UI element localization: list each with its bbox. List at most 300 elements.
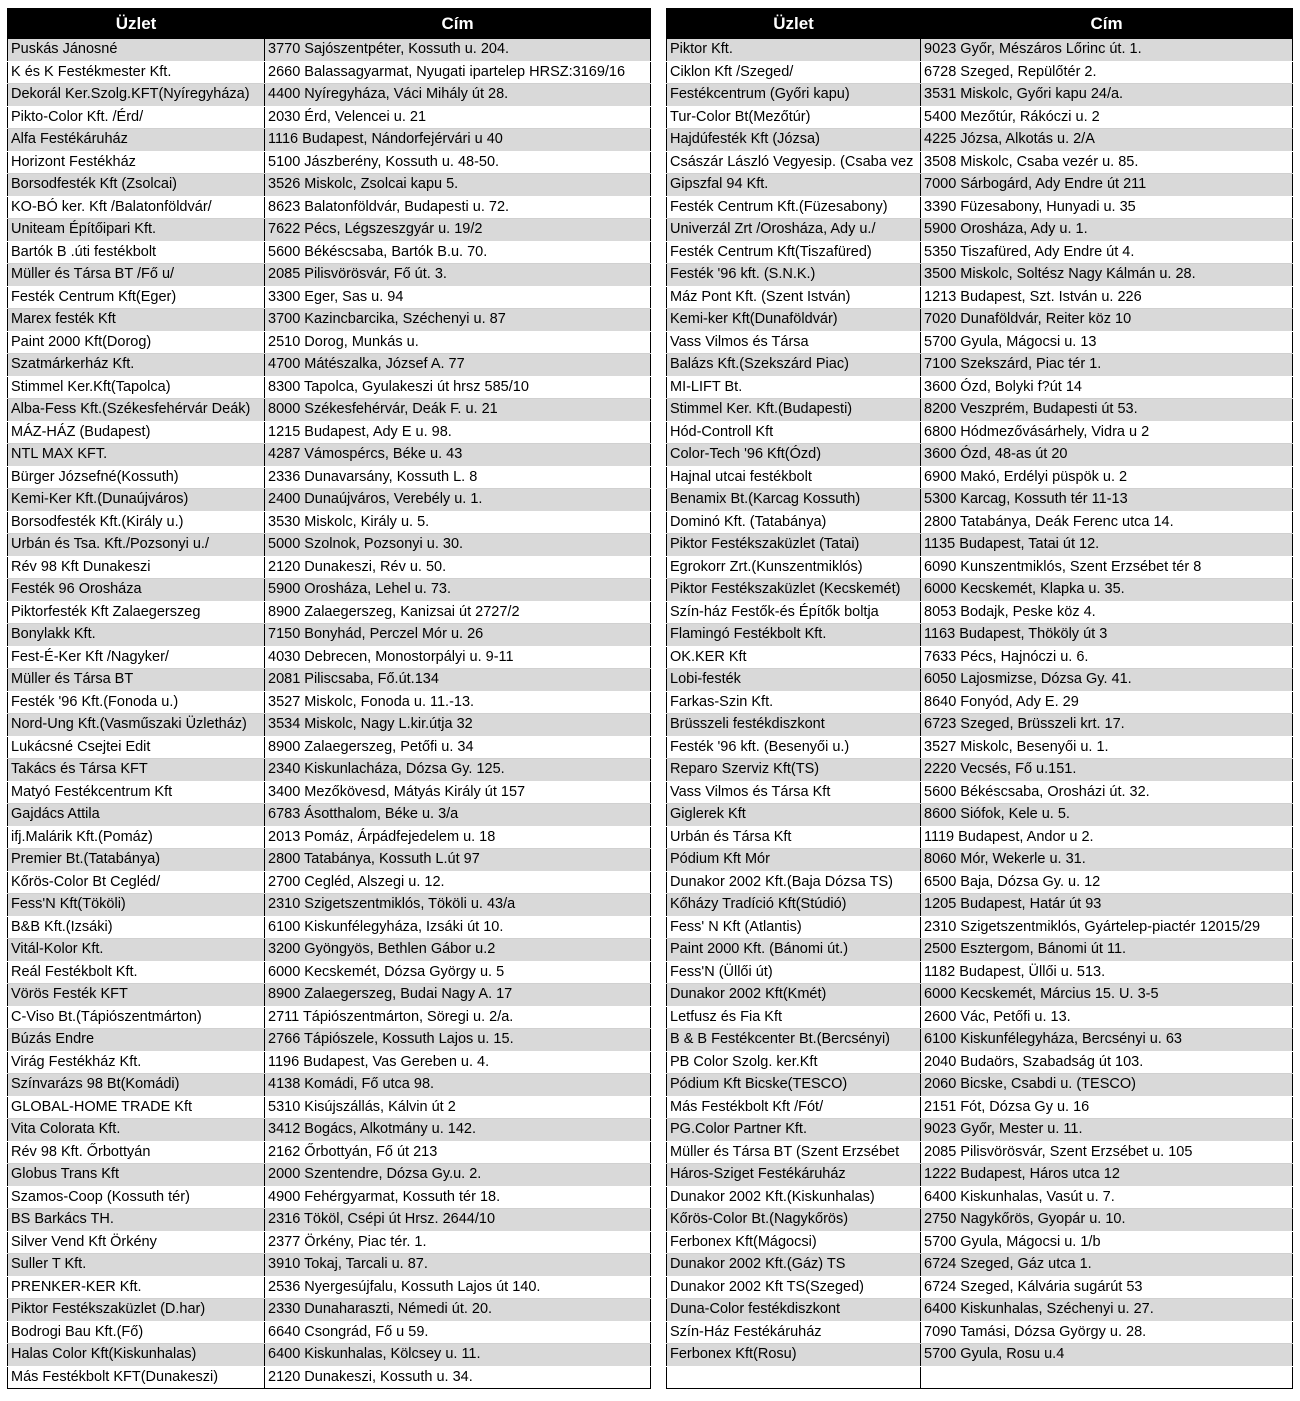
address-cell: 6724 Szeged, Kálvária sugárút 53 (921, 1276, 1293, 1299)
table-row (8, 489, 651, 512)
shop-name-cell: Müller és Társa BT /Fő u/ (8, 264, 265, 287)
address-cell: 2660 Balassagyarmat, Nyugati ipartelep HRSZ:3169/16 (265, 61, 651, 84)
address-cell: 2400 Dunaújváros, Verebély u. 1. (265, 489, 651, 512)
shop-name-cell: Vitál-Kolor Kft. (8, 939, 265, 962)
table-row (8, 129, 651, 152)
shop-name-cell: Fest-É-Ker Kft /Nagyker/ (8, 646, 265, 669)
address-cell: 2711 Tápiószentmárton, Söregi u. 2/a. (265, 1006, 651, 1029)
address-cell: 9023 Győr, Mester u. 11. (921, 1119, 1293, 1142)
shop-name-cell: Univerzál Zrt /Orosháza, Ady u./ (667, 219, 921, 242)
shop-name-cell: Fess' N Kft (Atlantis) (667, 916, 921, 939)
shop-name-cell: Bürger Józsefné(Kossuth) (8, 466, 265, 489)
shop-name-cell: Vita Colorata Kft. (8, 1119, 265, 1142)
table-row (667, 871, 1293, 894)
table-row (8, 466, 651, 489)
table-row (667, 39, 1293, 62)
address-cell: 4700 Mátészalka, József A. 77 (265, 354, 651, 377)
left-header-shop: Üzlet (8, 9, 265, 39)
shop-name-cell: Piktorfesték Kft Zalaegerszeg (8, 601, 265, 624)
address-cell: 6000 Kecskemét, Klapka u. 35. (921, 579, 1293, 602)
table-row (8, 1096, 651, 1119)
shop-name-cell: Uniteam Építőipari Kft. (8, 219, 265, 242)
address-cell: 2340 Kiskunlacháza, Dózsa Gy. 125. (265, 759, 651, 782)
shop-name-cell: Szamos-Coop (Kossuth tér) (8, 1186, 265, 1209)
right-store-table (666, 8, 1293, 1389)
address-cell: 1182 Budapest, Üllői u. 513. (921, 961, 1293, 984)
shop-name-cell: Színvarázs 98 Bt(Komádi) (8, 1074, 265, 1097)
shop-name-cell: Szatmárkerház Kft. (8, 354, 265, 377)
address-cell: 2151 Fót, Dózsa Gy u. 16 (921, 1096, 1293, 1119)
table-row (8, 534, 651, 557)
shop-name-cell: Piktor Festékszaküzlet (Tatai) (667, 534, 921, 557)
address-cell: 1163 Budapest, Thököly út 3 (921, 624, 1293, 647)
shop-name-cell: Ciklon Kft /Szeged/ (667, 61, 921, 84)
address-cell: 2800 Tatabánya, Kossuth L.út 97 (265, 849, 651, 872)
address-cell: 3531 Miskolc, Győri kapu 24/a. (921, 84, 1293, 107)
shop-name-cell: Stimmel Ker. Kft.(Budapesti) (667, 399, 921, 422)
shop-name-cell: Balázs Kft.(Szekszárd Piac) (667, 354, 921, 377)
shop-name-cell: Dunakor 2002 Kft(Kmét) (667, 984, 921, 1007)
address-cell: 1196 Budapest, Vas Gereben u. 4. (265, 1051, 651, 1074)
shop-name-cell: Kemi-Ker Kft.(Dunaújváros) (8, 489, 265, 512)
table-row (8, 736, 651, 759)
address-cell: 2500 Esztergom, Bánomi út 11. (921, 939, 1293, 962)
table-row (8, 1254, 651, 1277)
address-cell: 7100 Szekszárd, Piac tér 1. (921, 354, 1293, 377)
shop-name-cell: BS Barkács TH. (8, 1209, 265, 1232)
shop-name-cell: Horizont Festékház (8, 151, 265, 174)
address-cell: 6100 Kiskunfélegyháza, Bercsényi u. 63 (921, 1029, 1293, 1052)
table-row (8, 174, 651, 197)
table-row (8, 264, 651, 287)
shop-name-cell: Kemi-ker Kft(Dunaföldvár) (667, 309, 921, 332)
shop-name-cell: Alfa Festékáruház (8, 129, 265, 152)
shop-name-cell: Dunakor 2002 Kft.(Kiskunhalas) (667, 1186, 921, 1209)
table-row (8, 894, 651, 917)
shop-name-cell: PRENKER-KER Kft. (8, 1276, 265, 1299)
shop-name-cell: OK.KER Kft (667, 646, 921, 669)
shop-name-cell: Virág Festékház Kft. (8, 1051, 265, 1074)
right-table-body (667, 39, 1293, 1389)
table-row (8, 61, 651, 84)
shop-name-cell: Más Festékbolt KFT(Dunakeszi) (8, 1366, 265, 1389)
address-cell: 5700 Gyula, Mágocsi u. 13 (921, 331, 1293, 354)
shop-name-cell: GLOBAL-HOME TRADE Kft (8, 1096, 265, 1119)
table-row (8, 804, 651, 827)
shop-name-cell: Ferbonex Kft(Mágocsi) (667, 1231, 921, 1254)
address-cell: 7633 Pécs, Hajnóczi u. 6. (921, 646, 1293, 669)
table-row (8, 826, 651, 849)
shop-name-cell: PB Color Szolg. ker.Kft (667, 1051, 921, 1074)
shop-name-cell: MI-LIFT Bt. (667, 376, 921, 399)
table-row (667, 241, 1293, 264)
address-cell: 5100 Jászberény, Kossuth u. 48-50. (265, 151, 651, 174)
table-row (8, 669, 651, 692)
shop-name-cell: Festék Centrum Kft(Eger) (8, 286, 265, 309)
shop-name-cell: Pódium Kft Mór (667, 849, 921, 872)
table-row (667, 1029, 1293, 1052)
address-cell: 3600 Ózd, 48-as út 20 (921, 444, 1293, 467)
shop-name-cell: Stimmel Ker.Kft(Tapolca) (8, 376, 265, 399)
address-cell: 3526 Miskolc, Zsolcai kapu 5. (265, 174, 651, 197)
table-row (667, 309, 1293, 332)
shop-name-cell: Dunakor 2002 Kft.(Baja Dózsa TS) (667, 871, 921, 894)
table-row (667, 1141, 1293, 1164)
right-header-shop: Üzlet (667, 9, 921, 39)
address-cell: 2316 Tököl, Csépi út Hrsz. 2644/10 (265, 1209, 651, 1232)
table-row (667, 579, 1293, 602)
shop-name-cell: K és K Festékmester Kft. (8, 61, 265, 84)
table-row (8, 759, 651, 782)
address-cell: 6400 Kiskunhalas, Széchenyi u. 27. (921, 1299, 1293, 1322)
left-table (7, 8, 651, 1389)
address-cell: 5900 Orosháza, Lehel u. 73. (265, 579, 651, 602)
table-row (667, 466, 1293, 489)
shop-name-cell: Dominó Kft. (Tatabánya) (667, 511, 921, 534)
address-cell: 3600 Ózd, Bolyki f?út 14 (921, 376, 1293, 399)
shop-name-cell: Bonylakk Kft. (8, 624, 265, 647)
address-cell: 2000 Szentendre, Dózsa Gy.u. 2. (265, 1164, 651, 1187)
address-cell: 2766 Tápiószele, Kossuth Lajos u. 15. (265, 1029, 651, 1052)
address-cell: 8300 Tapolca, Gyulakeszi út hrsz 585/10 (265, 376, 651, 399)
shop-name-cell: Szín-Ház Festékáruház (667, 1321, 921, 1344)
table-row (667, 624, 1293, 647)
shop-name-cell: NTL MAX KFT. (8, 444, 265, 467)
shop-name-cell: Suller T Kft. (8, 1254, 265, 1277)
address-cell: 5900 Orosháza, Ady u. 1. (921, 219, 1293, 242)
shop-name-cell: MÁZ-HÁZ (Budapest) (8, 421, 265, 444)
address-cell: 2085 Pilisvörösvár, Szent Erzsébet u. 105 (921, 1141, 1293, 1164)
shop-name-cell: Dunakor 2002 Kft TS(Szeged) (667, 1276, 921, 1299)
table-row (667, 534, 1293, 557)
table-row (667, 691, 1293, 714)
table-row (8, 849, 651, 872)
table-row (667, 759, 1293, 782)
table-row (667, 736, 1293, 759)
address-cell: 2060 Bicske, Csabdi u. (TESCO) (921, 1074, 1293, 1097)
table-row (667, 106, 1293, 129)
shop-name-cell: Benamix Bt.(Karcag Kossuth) (667, 489, 921, 512)
address-cell: 3534 Miskolc, Nagy L.kir.útja 32 (265, 714, 651, 737)
address-cell: 3530 Miskolc, Király u. 5. (265, 511, 651, 534)
shop-name-cell: Farkas-Szin Kft. (667, 691, 921, 714)
address-cell: 6100 Kiskunfélegyháza, Izsáki út 10. (265, 916, 651, 939)
right-table (666, 8, 1293, 1389)
address-cell: 4225 Józsa, Alkotás u. 2/A (921, 129, 1293, 152)
table-row (667, 264, 1293, 287)
address-cell: 2013 Pomáz, Árpádfejedelem u. 18 (265, 826, 651, 849)
shop-name-cell: Dekorál Ker.Szolg.KFT(Nyíregyháza) (8, 84, 265, 107)
table-row (8, 601, 651, 624)
table-row (667, 174, 1293, 197)
address-cell: 2800 Tatabánya, Deák Ferenc utca 14. (921, 511, 1293, 534)
address-cell: 1135 Budapest, Tatai út 12. (921, 534, 1293, 557)
shop-name-cell: Müller és Társa BT (Szent Erzsébet (667, 1141, 921, 1164)
table-row (667, 489, 1293, 512)
shop-name-cell: Vörös Festék KFT (8, 984, 265, 1007)
table-row (667, 984, 1293, 1007)
address-cell: 8060 Mór, Wekerle u. 31. (921, 849, 1293, 872)
shop-name-cell: Müller és Társa BT (8, 669, 265, 692)
address-cell: 6900 Makó, Erdélyi püspök u. 2 (921, 466, 1293, 489)
table-row (667, 1366, 1293, 1389)
address-cell: 6500 Baja, Dózsa Gy. u. 12 (921, 871, 1293, 894)
shop-name-cell: Paint 2000 Kft(Dorog) (8, 331, 265, 354)
table-row (8, 399, 651, 422)
table-row (8, 151, 651, 174)
table-row (667, 894, 1293, 917)
shop-name-cell: Letfusz és Fia Kft (667, 1006, 921, 1029)
table-row (667, 196, 1293, 219)
shop-name-cell (667, 1366, 921, 1389)
address-cell: 1215 Budapest, Ady E u. 98. (265, 421, 651, 444)
table-row (8, 1276, 651, 1299)
address-cell: 1116 Budapest, Nándorfejérvári u 40 (265, 129, 651, 152)
address-cell: 6640 Csongrád, Fő u 59. (265, 1321, 651, 1344)
address-cell: 2750 Nagykőrös, Gyopár u. 10. (921, 1209, 1293, 1232)
shop-name-cell: Festék '96 kft. (Besenyői u.) (667, 736, 921, 759)
shop-name-cell: Silver Vend Kft Örkény (8, 1231, 265, 1254)
shop-name-cell: ifj.Malárik Kft.(Pomáz) (8, 826, 265, 849)
table-row (8, 781, 651, 804)
address-cell: 3910 Tokaj, Tarcali u. 87. (265, 1254, 651, 1277)
shop-name-cell: Hajnal utcai festékbolt (667, 466, 921, 489)
shop-name-cell: Marex festék Kft (8, 309, 265, 332)
address-cell: 5350 Tiszafüred, Ady Endre út 4. (921, 241, 1293, 264)
table-row (8, 1164, 651, 1187)
shop-name-cell: Bodrogi Bau Kft.(Fő) (8, 1321, 265, 1344)
shop-name-cell: Reál Festékbolt Kft. (8, 961, 265, 984)
shop-name-cell: Háros-Sziget Festékáruház (667, 1164, 921, 1187)
shop-name-cell: Alba-Fess Kft.(Székesfehérvár Deák) (8, 399, 265, 422)
address-cell: 6723 Szeged, Brüsszeli krt. 17. (921, 714, 1293, 737)
table-row (8, 961, 651, 984)
table-row (8, 1186, 651, 1209)
address-cell: 9023 Győr, Mészáros Lőrinc út. 1. (921, 39, 1293, 62)
address-cell: 2336 Dunavarsány, Kossuth L. 8 (265, 466, 651, 489)
table-row (667, 1096, 1293, 1119)
table-row (8, 1231, 651, 1254)
shop-name-cell: Borsodfesték Kft (Zsolcai) (8, 174, 265, 197)
shop-name-cell: Color-Tech '96 Kft(Ózd) (667, 444, 921, 467)
table-row (667, 1231, 1293, 1254)
shop-name-cell: Piktor Festékszaküzlet (D.har) (8, 1299, 265, 1322)
table-row (8, 106, 651, 129)
address-cell: 7150 Bonyhád, Perczel Mór u. 26 (265, 624, 651, 647)
shop-name-cell: Ferbonex Kft(Rosu) (667, 1344, 921, 1367)
table-row (667, 961, 1293, 984)
table-row (8, 939, 651, 962)
shop-name-cell: Kőházy Tradíció Kft(Stúdió) (667, 894, 921, 917)
address-cell: 3527 Miskolc, Fonoda u. 11.-13. (265, 691, 651, 714)
address-cell: 4138 Komádi, Fő utca 98. (265, 1074, 651, 1097)
table-row (667, 939, 1293, 962)
table-row (667, 1344, 1293, 1367)
address-cell: 2310 Szigetszentmiklós, Tököli u. 43/a (265, 894, 651, 917)
table-row (8, 871, 651, 894)
table-row (667, 1186, 1293, 1209)
address-cell: 3700 Kazincbarcika, Széchenyi u. 87 (265, 309, 651, 332)
shop-name-cell: Lukácsné Csejtei Edit (8, 736, 265, 759)
shop-name-cell: KO-BÓ ker. Kft /Balatonföldvár/ (8, 196, 265, 219)
table-row (667, 399, 1293, 422)
shop-name-cell: Hód-Controll Kft (667, 421, 921, 444)
address-cell: 2120 Dunakeszi, Kossuth u. 34. (265, 1366, 651, 1389)
address-cell: 5700 Gyula, Mágocsi u. 1/b (921, 1231, 1293, 1254)
shop-name-cell: Matyó Festékcentrum Kft (8, 781, 265, 804)
table-row (8, 579, 651, 602)
address-cell: 4400 Nyíregyháza, Váci Mihály út 28. (265, 84, 651, 107)
address-cell: 4030 Debrecen, Monostorpályi u. 9-11 (265, 646, 651, 669)
shop-name-cell: PG.Color Partner Kft. (667, 1119, 921, 1142)
table-row (667, 84, 1293, 107)
shop-name-cell: C-Viso Bt.(Tápiószentmárton) (8, 1006, 265, 1029)
shop-name-cell: Brüsszeli festékdiszkont (667, 714, 921, 737)
table-row (667, 1276, 1293, 1299)
shop-name-cell: Búzás Endre (8, 1029, 265, 1052)
table-row (8, 444, 651, 467)
table-row (8, 241, 651, 264)
table-row (667, 219, 1293, 242)
address-cell: 3500 Miskolc, Soltész Nagy Kálmán u. 28. (921, 264, 1293, 287)
shop-name-cell: Hajdúfesték Kft (Józsa) (667, 129, 921, 152)
address-cell: 8640 Fonyód, Ady E. 29 (921, 691, 1293, 714)
table-row (8, 1141, 651, 1164)
table-row (667, 1254, 1293, 1277)
shop-name-cell: B&B Kft.(Izsáki) (8, 916, 265, 939)
table-row (667, 61, 1293, 84)
address-cell (921, 1366, 1293, 1389)
table-row (8, 421, 651, 444)
table-row (667, 804, 1293, 827)
address-cell: 6724 Szeged, Gáz utca 1. (921, 1254, 1293, 1277)
table-row (8, 556, 651, 579)
shop-name-cell: Vass Vilmos és Társa Kft (667, 781, 921, 804)
table-row (8, 1029, 651, 1052)
address-cell: 2310 Szigetszentmiklós, Gyártelep-piactér 12015/29 (921, 916, 1293, 939)
table-row (8, 354, 651, 377)
shop-name-cell: Premier Bt.(Tatabánya) (8, 849, 265, 872)
table-row (667, 1299, 1293, 1322)
table-row (667, 714, 1293, 737)
shop-name-cell: Nord-Ung Kft.(Vasműszaki Üzletház) (8, 714, 265, 737)
address-cell: 1213 Budapest, Szt. István u. 226 (921, 286, 1293, 309)
address-cell: 1222 Budapest, Háros utca 12 (921, 1164, 1293, 1187)
shop-name-cell: Bartók B .úti festékbolt (8, 241, 265, 264)
address-cell: 2081 Piliscsaba, Fő.út.134 (265, 669, 651, 692)
address-cell: 3390 Füzesabony, Hunyadi u. 35 (921, 196, 1293, 219)
address-cell: 5310 Kisújszállás, Kálvin út 2 (265, 1096, 651, 1119)
shop-name-cell: Festék '96 kft. (S.N.K.) (667, 264, 921, 287)
table-row (8, 714, 651, 737)
table-row (667, 1164, 1293, 1187)
address-cell: 7090 Tamási, Dózsa György u. 28. (921, 1321, 1293, 1344)
table-row (8, 331, 651, 354)
address-cell: 3400 Mezőkövesd, Mátyás Király út 157 (265, 781, 651, 804)
shop-name-cell: Duna-Color festékdiszkont (667, 1299, 921, 1322)
address-cell: 6800 Hódmezővásárhely, Vidra u 2 (921, 421, 1293, 444)
left-header-address: Cím (265, 9, 651, 39)
table-row (667, 646, 1293, 669)
shop-name-cell: Rév 98 Kft. Őrbottyán (8, 1141, 265, 1164)
address-cell: 3412 Bogács, Alkotmány u. 142. (265, 1119, 651, 1142)
address-cell: 5700 Gyula, Rosu u.4 (921, 1344, 1293, 1367)
right-header-row (667, 9, 1293, 39)
address-cell: 2536 Nyergesújfalu, Kossuth Lajos út 140. (265, 1276, 651, 1299)
shop-name-cell: Lobi-festék (667, 669, 921, 692)
table-row (667, 849, 1293, 872)
shop-name-cell: Puskás Jánosné (8, 39, 265, 62)
table-row (667, 1209, 1293, 1232)
address-cell: 2162 Őrbottyán, Fő út 213 (265, 1141, 651, 1164)
address-cell: 6783 Ásotthalom, Béke u. 3/a (265, 804, 651, 827)
address-cell: 6400 Kiskunhalas, Vasút u. 7. (921, 1186, 1293, 1209)
shop-name-cell: Piktor Festékszaküzlet (Kecskemét) (667, 579, 921, 602)
shop-name-cell: Festék '96 Kft.(Fonoda u.) (8, 691, 265, 714)
address-cell: 2030 Érd, Velencei u. 21 (265, 106, 651, 129)
shop-name-cell: Festék 96 Orosháza (8, 579, 265, 602)
address-cell: 2377 Örkény, Piac tér. 1. (265, 1231, 651, 1254)
table-row (667, 781, 1293, 804)
shop-name-cell: Paint 2000 Kft. (Bánomi út.) (667, 939, 921, 962)
shop-name-cell: Flamingó Festékbolt Kft. (667, 624, 921, 647)
table-row (667, 826, 1293, 849)
left-header-row (8, 9, 651, 39)
address-cell: 2510 Dorog, Munkás u. (265, 331, 651, 354)
shop-name-cell: Tur-Color Bt(Mezőtúr) (667, 106, 921, 129)
shop-name-cell: Kőrös-Color Bt Cegléd/ (8, 871, 265, 894)
table-row (667, 1321, 1293, 1344)
address-cell: 2120 Dunakeszi, Rév u. 50. (265, 556, 651, 579)
shop-name-cell: Gipszfal 94 Kft. (667, 174, 921, 197)
shop-name-cell: Kőrös-Color Bt.(Nagykőrös) (667, 1209, 921, 1232)
shop-name-cell: Halas Color Kft(Kiskunhalas) (8, 1344, 265, 1367)
table-row (667, 556, 1293, 579)
shop-name-cell: Pódium Kft Bicske(TESCO) (667, 1074, 921, 1097)
table-row (8, 1119, 651, 1142)
address-cell: 8200 Veszprém, Budapesti út 53. (921, 399, 1293, 422)
address-cell: 1119 Budapest, Andor u 2. (921, 826, 1293, 849)
address-cell: 6050 Lajosmizse, Dózsa Gy. 41. (921, 669, 1293, 692)
shop-name-cell: Festék Centrum Kft.(Füzesabony) (667, 196, 921, 219)
shop-name-cell: Pikto-Color Kft. /Érd/ (8, 106, 265, 129)
address-cell: 3527 Miskolc, Besenyői u. 1. (921, 736, 1293, 759)
table-row (667, 601, 1293, 624)
shop-name-cell: Reparo Szerviz Kft(TS) (667, 759, 921, 782)
address-cell: 8000 Székesfehérvár, Deák F. u. 21 (265, 399, 651, 422)
shop-name-cell: Fess'N Kft(Tököli) (8, 894, 265, 917)
table-row (8, 1074, 651, 1097)
address-cell: 7000 Sárbogárd, Ady Endre út 211 (921, 174, 1293, 197)
address-cell: 2330 Dunaharaszti, Némedi út. 20. (265, 1299, 651, 1322)
table-row (8, 511, 651, 534)
address-cell: 2085 Pilisvörösvár, Fő út. 3. (265, 264, 651, 287)
table-row (8, 309, 651, 332)
table-row (8, 376, 651, 399)
shop-name-cell: Festékcentrum (Győri kapu) (667, 84, 921, 107)
table-row (8, 1299, 651, 1322)
table-row (8, 646, 651, 669)
table-row (8, 691, 651, 714)
table-row (8, 84, 651, 107)
table-row (667, 511, 1293, 534)
right-header-address: Cím (921, 9, 1293, 39)
table-row (8, 1209, 651, 1232)
table-row (8, 1344, 651, 1367)
shop-name-cell: Máz Pont Kft. (Szent István) (667, 286, 921, 309)
table-row (667, 376, 1293, 399)
left-table-body (8, 39, 651, 1389)
